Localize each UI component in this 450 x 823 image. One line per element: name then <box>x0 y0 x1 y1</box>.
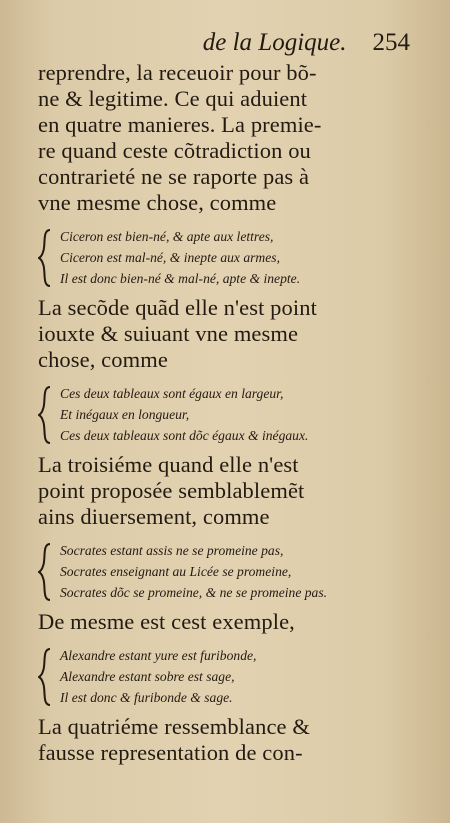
page-header <box>38 28 412 58</box>
running-title: de la Logique. <box>202 29 347 56</box>
brace-icon <box>38 385 54 445</box>
syllogism-block-1 <box>38 226 412 289</box>
brace-icon <box>38 228 54 288</box>
paragraph-2 <box>38 295 412 373</box>
quote-line: Alexandre estant yure est furibonde, <box>60 648 257 663</box>
paragraph-5 <box>38 714 412 766</box>
text-line: La secõde quãd elle n'est point <box>38 295 317 320</box>
quote-line: Il est donc bien-né & mal-né, apte & inepte. <box>60 271 301 286</box>
text-line: contrarieté ne se raporte pas à <box>38 164 310 189</box>
page-number: 254 <box>372 29 410 56</box>
text-line: ne & legitime. Ce qui aduient <box>38 86 308 111</box>
brace-icon <box>38 542 54 602</box>
text-line: De mesme est cest exemple, <box>38 609 295 634</box>
brace-icon <box>38 647 54 707</box>
text-line: chose, comme <box>38 347 168 372</box>
text-line: La troisiéme quand elle n'est <box>38 452 299 477</box>
quote-line: Socrates estant assis ne se promeine pas, <box>60 543 284 558</box>
quote-line: Socrates enseignant au Licée se promeine, <box>60 564 292 579</box>
text-line: re quand ceste cõtradiction ou <box>38 138 311 163</box>
syllogism-block-3 <box>38 540 412 603</box>
quote-line: Ciceron est bien-né, & apte aux lettres, <box>60 229 274 244</box>
quote-line: Et inégaux en longueur, <box>60 407 190 422</box>
quote-line: Ciceron est mal-né, & inepte aux armes, <box>60 250 280 265</box>
text-line: fausse representation de con- <box>38 740 303 765</box>
quote-line: Ces deux tableaux sont égaux en largeur, <box>60 386 284 401</box>
text-line: en quatre manieres. La premie- <box>38 112 322 137</box>
text-line: point proposée semblablemẽt <box>38 478 305 503</box>
quote-line: Ces deux tableaux sont dõc égaux & inégaux. <box>60 428 309 443</box>
paragraph-1 <box>38 60 412 216</box>
text-line: ains diuersement, comme <box>38 504 270 529</box>
syllogism-block-2 <box>38 383 412 446</box>
paragraph-4 <box>38 609 412 635</box>
quote-line: Socrates dõc se promeine, & ne se promeine pas. <box>60 585 328 600</box>
paragraph-3 <box>38 452 412 530</box>
quote-line: Alexandre estant sobre est sage, <box>60 669 235 684</box>
text-line: La quatriéme ressemblance & <box>38 714 310 739</box>
text-line: iouxte & suiuant vne mesme <box>38 321 299 346</box>
syllogism-block-4 <box>38 645 412 708</box>
text-line: reprendre, la receuoir pour bõ- <box>38 60 317 85</box>
quote-line: Il est donc & furibonde & sage. <box>60 690 233 705</box>
text-line: vne mesme chose, comme <box>38 190 277 215</box>
